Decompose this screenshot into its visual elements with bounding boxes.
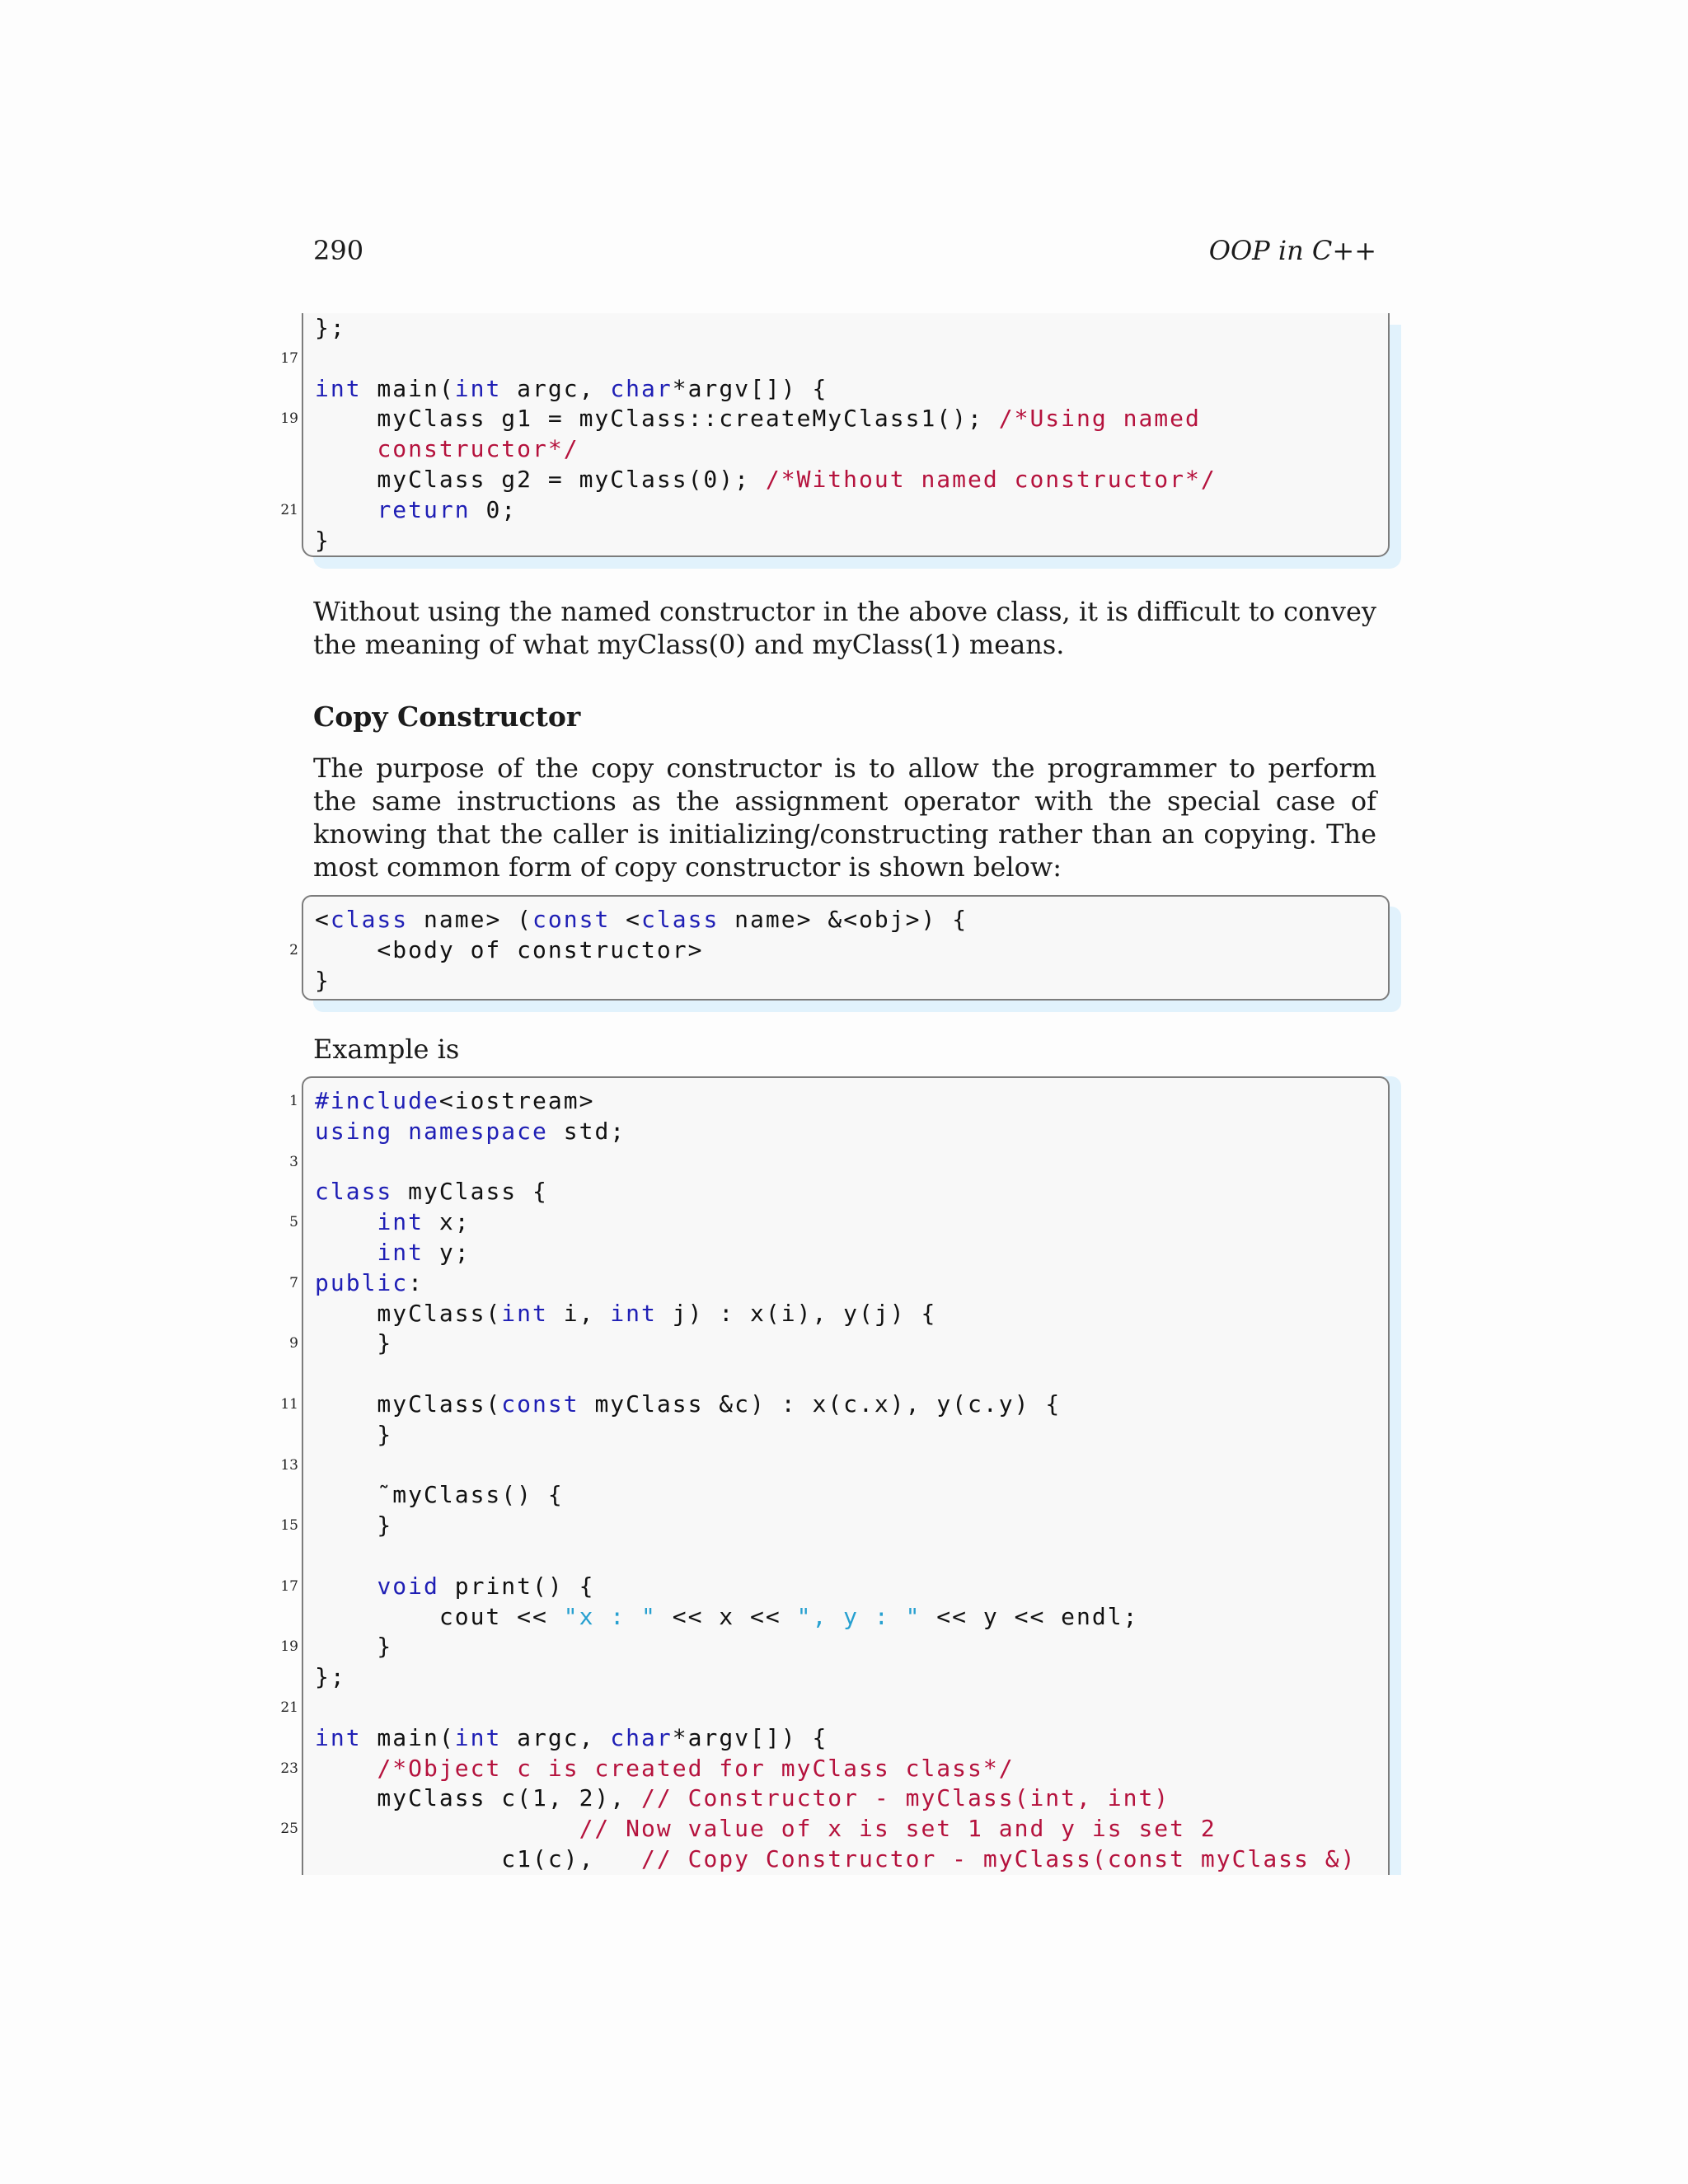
code-text: < xyxy=(610,906,642,933)
code-keyword: using namespace xyxy=(315,1117,548,1145)
code-keyword: int xyxy=(501,1299,548,1327)
code-text: } xyxy=(315,966,331,994)
code-line xyxy=(280,344,1388,374)
code-line xyxy=(315,1541,1388,1572)
line-number: 25 xyxy=(280,1821,298,1838)
code-line xyxy=(315,1420,1388,1451)
code-comment: // Now value of x is set 1 and y is set 2 xyxy=(579,1815,1217,1843)
code-text: << x << xyxy=(656,1602,797,1630)
code-line xyxy=(280,1511,1388,1541)
code-text: myClass g2 = myClass(0); xyxy=(315,465,766,493)
running-title: OOP in C++ xyxy=(1208,235,1376,266)
paragraph-named-constructor-note: Without using the named constructor in the above class, it is difficult to convey the meaning of what myClass(0) and myClass(1) means. xyxy=(313,596,1376,660)
code-text: name> ( xyxy=(408,906,533,933)
code-block-copy-constructor-form xyxy=(289,895,1390,1001)
code-line xyxy=(289,1329,1388,1359)
code-text: myClass( xyxy=(315,1299,502,1327)
code-keyword: int xyxy=(315,374,362,402)
code-text: c1(c), xyxy=(315,1844,642,1872)
code-keyword: void xyxy=(377,1572,439,1600)
code-text: ˜myClass() { xyxy=(315,1481,564,1509)
code-line xyxy=(289,1268,1388,1299)
code-comment: /*Using named xyxy=(998,405,1201,433)
code-line xyxy=(315,1602,1388,1633)
code-keyword: class xyxy=(330,906,409,933)
line-number: 17 xyxy=(280,349,298,367)
code-text: } xyxy=(315,1420,393,1448)
line-number: 9 xyxy=(289,1335,298,1352)
code-line xyxy=(280,1814,1388,1844)
code-comment: // Constructor - myClass(int, int) xyxy=(641,1784,1170,1812)
code-line xyxy=(315,465,1388,495)
code-line xyxy=(315,1723,1388,1754)
code-text: print() { xyxy=(438,1572,595,1600)
code-lines xyxy=(280,313,1388,555)
code-text: } xyxy=(315,1329,393,1357)
code-comment: constructor*/ xyxy=(377,435,579,463)
code-line xyxy=(315,374,1388,405)
code-text: } xyxy=(315,526,331,554)
code-keyword: return xyxy=(377,495,471,523)
code-keyword: int xyxy=(377,1238,424,1266)
code-line xyxy=(280,495,1388,526)
code-text: x; xyxy=(424,1208,471,1236)
code-lines xyxy=(280,1086,1388,1875)
line-number: 19 xyxy=(280,410,298,428)
code-text: cout << xyxy=(315,1602,564,1630)
code-keyword: int xyxy=(610,1299,657,1327)
code-line xyxy=(315,1662,1388,1693)
code-text xyxy=(315,1208,377,1235)
code-text: 0; xyxy=(470,495,518,523)
paragraph-copy-constructor-purpose: The purpose of the copy constructor is to allow the programmer to perform the same instructions as the assignment operator with the special case of knowing that the caller is initializing/constructing rather than an copying. The most common form of copy constructor is shown below: xyxy=(313,752,1376,883)
code-comment: // Copy Constructor - myClass(const myClass &) xyxy=(641,1844,1357,1872)
code-line xyxy=(280,1572,1388,1602)
line-number: 21 xyxy=(280,1699,298,1716)
code-line xyxy=(315,966,1388,996)
code-keyword: char xyxy=(610,1723,673,1751)
code-text: i, xyxy=(547,1299,611,1327)
code-keyword: int xyxy=(377,1208,424,1236)
code-text: myClass { xyxy=(392,1178,548,1206)
line-number: 3 xyxy=(289,1153,298,1170)
code-text: }; xyxy=(315,314,346,341)
line-number: 21 xyxy=(280,501,298,518)
code-text: myClass( xyxy=(315,1390,502,1418)
code-text: }; xyxy=(315,1663,346,1691)
code-line xyxy=(280,404,1388,434)
code-text: y; xyxy=(424,1238,471,1266)
code-block-main-function xyxy=(280,313,1390,557)
code-line xyxy=(280,1693,1388,1723)
code-text: <iostream> xyxy=(438,1087,595,1114)
code-text: *argv[]) { xyxy=(672,374,828,402)
code-line xyxy=(280,1754,1388,1784)
code-text xyxy=(315,496,377,523)
line-number: 23 xyxy=(280,1760,298,1777)
code-block-copy-constructor-example xyxy=(280,1076,1390,1875)
code-comment: /*Without named constructor*/ xyxy=(765,465,1217,493)
code-keyword: class xyxy=(641,906,720,933)
code-text: } xyxy=(315,1511,393,1540)
code-keyword: char xyxy=(610,374,673,402)
code-keyword: #include xyxy=(315,1087,439,1114)
code-text: argc, xyxy=(501,1723,611,1751)
code-text: std; xyxy=(547,1117,626,1145)
code-line xyxy=(315,1177,1388,1207)
code-text: myClass &c) : x(c.x), y(c.y) { xyxy=(579,1390,1062,1418)
code-text: myClass g1 = myClass::createMyClass1(); xyxy=(315,405,999,433)
code-line xyxy=(280,1632,1388,1662)
code-keyword: public xyxy=(315,1268,409,1296)
code-line xyxy=(289,1207,1388,1238)
code-keyword: int xyxy=(454,1723,502,1751)
line-number: 11 xyxy=(280,1395,298,1413)
code-keyword: int xyxy=(454,374,502,402)
code-text: << y << endl; xyxy=(921,1602,1139,1630)
line-number: 13 xyxy=(280,1456,298,1474)
code-text: } xyxy=(315,1633,393,1661)
line-number: 2 xyxy=(289,941,298,958)
line-number: 5 xyxy=(289,1214,298,1231)
code-line xyxy=(315,434,1388,465)
code-keyword: int xyxy=(315,1723,362,1751)
code-line xyxy=(315,1117,1388,1147)
code-keyword: const xyxy=(532,906,611,933)
code-comment: /*Object c is created for myClass class*/ xyxy=(377,1754,1015,1782)
line-number: 1 xyxy=(289,1093,298,1109)
code-text: <body of constructor> xyxy=(315,935,704,963)
code-string: ", y : " xyxy=(796,1602,921,1630)
code-text xyxy=(315,435,377,462)
code-line xyxy=(280,1451,1388,1481)
code-line xyxy=(315,1299,1388,1329)
line-number: 7 xyxy=(289,1274,298,1291)
code-line xyxy=(289,935,1388,966)
code-line xyxy=(315,1359,1388,1390)
code-text xyxy=(315,1239,377,1266)
code-line xyxy=(289,1086,1388,1117)
section-heading-copy-constructor: Copy Constructor xyxy=(313,701,581,733)
code-line xyxy=(289,1147,1388,1178)
code-line xyxy=(315,1480,1388,1511)
line-number: 19 xyxy=(280,1638,298,1656)
code-text: main( xyxy=(361,374,455,402)
code-line xyxy=(315,526,1388,556)
page-number: 290 xyxy=(313,235,364,266)
code-text: *argv[]) { xyxy=(672,1723,828,1751)
code-text: myClass c(1, 2), xyxy=(315,1784,642,1812)
code-text: < xyxy=(315,906,331,933)
code-lines xyxy=(289,905,1388,996)
code-line xyxy=(315,1238,1388,1268)
line-number: 15 xyxy=(280,1517,298,1535)
code-text: : xyxy=(408,1268,424,1296)
code-text: j) : x(i), y(j) { xyxy=(656,1299,937,1327)
code-string: "x : " xyxy=(563,1602,657,1630)
code-line xyxy=(315,313,1388,344)
code-text xyxy=(315,1572,377,1600)
code-line xyxy=(315,1844,1388,1875)
code-text: main( xyxy=(361,1723,455,1751)
code-keyword: class xyxy=(315,1178,393,1206)
code-line xyxy=(280,1390,1388,1420)
code-line xyxy=(315,905,1388,935)
code-line xyxy=(315,1783,1388,1814)
example-label: Example is xyxy=(313,1033,460,1065)
code-text: name> &<obj>) { xyxy=(719,906,968,933)
code-text xyxy=(315,1755,377,1782)
line-number: 17 xyxy=(280,1577,298,1595)
code-text: argc, xyxy=(501,374,611,402)
code-keyword: const xyxy=(501,1390,579,1418)
code-text xyxy=(315,1815,579,1842)
